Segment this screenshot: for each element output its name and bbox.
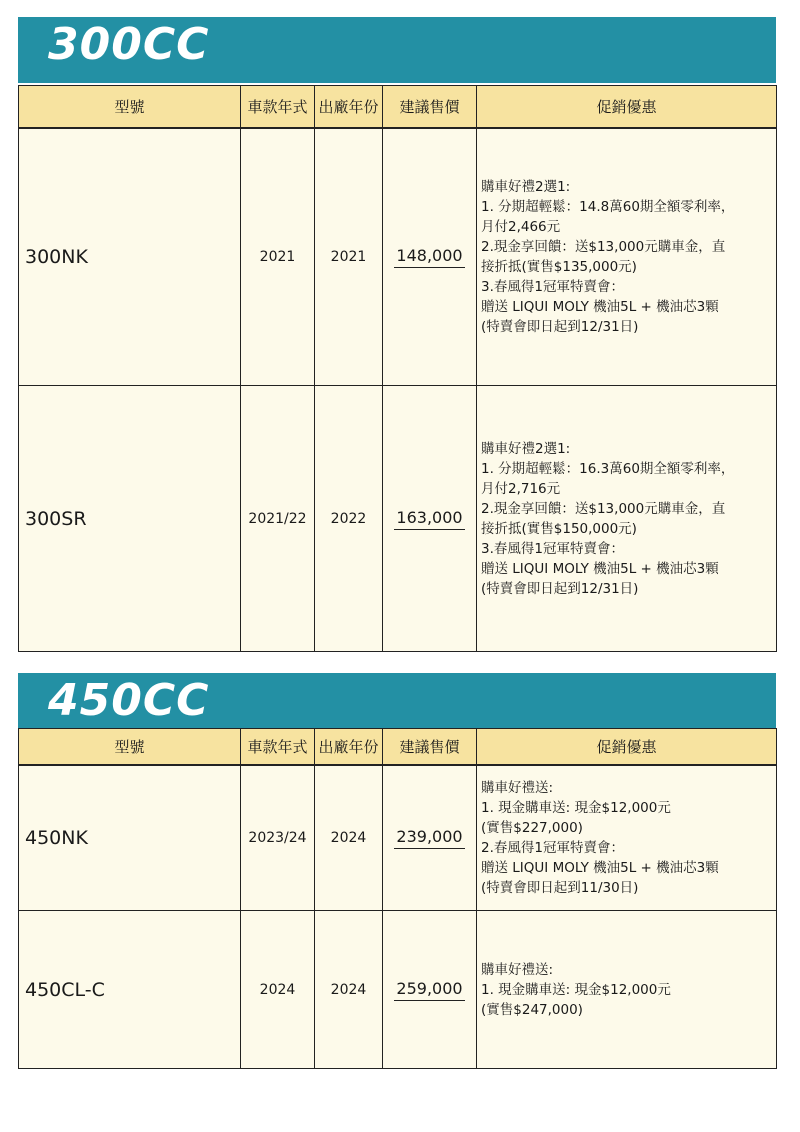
promo-line: 1. 分期超輕鬆：16.3萬60期全額零利率， <box>481 460 735 477</box>
promo-line: (實售$227,000) <box>481 819 583 836</box>
promo-line: 購車好禮送: <box>481 961 554 978</box>
factory-year-cell: 2024 <box>315 911 383 1069</box>
promo-line: (特賣會即日起到12/31日) <box>481 318 639 335</box>
promo-line: 月付2,716元 <box>481 480 561 497</box>
price-cell <box>383 386 477 652</box>
promo-cell <box>477 128 777 386</box>
section-450cc <box>18 673 776 1073</box>
header-model: 型號 <box>19 86 241 128</box>
year-cell: 2021/22 <box>241 386 315 652</box>
table-row <box>19 765 777 911</box>
promo-line: 1. 分期超輕鬆：14.8萬60期全額零利率， <box>481 198 735 215</box>
promo-line: 3.春風得1冠軍特賣會： <box>481 540 624 557</box>
promo-cell <box>477 911 777 1069</box>
table-row <box>19 128 777 386</box>
section-banner <box>18 17 776 83</box>
table-header-row <box>19 729 777 765</box>
header-factory: 出廠年份 <box>315 729 383 765</box>
promo-line: 接折抵(實售$150,000元) <box>481 520 637 537</box>
model-cell: 300NK <box>19 128 241 386</box>
promo-line: 購車好禮2選1: <box>481 440 571 457</box>
section-300cc <box>18 17 776 653</box>
model-cell: 300SR <box>19 386 241 652</box>
promo-line: 接折抵(實售$135,000元) <box>481 258 637 275</box>
price-value: 163,000 <box>394 508 464 530</box>
model-cell: 450NK <box>19 765 241 911</box>
promo-cell <box>477 386 777 652</box>
header-factory: 出廠年份 <box>315 86 383 128</box>
header-model: 型號 <box>19 729 241 765</box>
promo-line: 贈送 LIQUI MOLY 機油5L + 機油芯3顆 <box>481 298 719 315</box>
table-row <box>19 911 777 1069</box>
price-table <box>18 85 777 652</box>
price-cell <box>383 911 477 1069</box>
header-year: 車款年式 <box>241 86 315 128</box>
table-row <box>19 386 777 652</box>
promo-line: (特賣會即日起到11/30日) <box>481 879 639 896</box>
section-title: 300CC <box>48 19 210 70</box>
price-value: 259,000 <box>394 979 464 1001</box>
promo-line: 月付2,466元 <box>481 218 561 235</box>
factory-year-cell: 2024 <box>315 765 383 911</box>
model-cell: 450CL-C <box>19 911 241 1069</box>
price-cell <box>383 765 477 911</box>
promo-line: 3.春風得1冠軍特賣會： <box>481 278 624 295</box>
price-value: 239,000 <box>394 827 464 849</box>
header-price: 建議售價 <box>383 86 477 128</box>
price-table <box>18 728 777 1069</box>
promo-line: 1. 現金購車送: 現金$12,000元 <box>481 799 671 816</box>
promo-line: (實售$247,000) <box>481 1001 583 1018</box>
section-title: 450CC <box>48 675 210 726</box>
promo-cell <box>477 765 777 911</box>
year-cell: 2023/24 <box>241 765 315 911</box>
header-promo: 促銷優惠 <box>477 86 777 128</box>
promo-line: 贈送 LIQUI MOLY 機油5L + 機油芯3顆 <box>481 859 719 876</box>
promo-line: 購車好禮送: <box>481 779 554 796</box>
promo-line: 2.現金享回饋：送$13,000元購車金，直 <box>481 500 726 517</box>
promo-line: 贈送 LIQUI MOLY 機油5L + 機油芯3顆 <box>481 560 719 577</box>
promo-line: (特賣會即日起到12/31日) <box>481 580 639 597</box>
factory-year-cell: 2022 <box>315 386 383 652</box>
header-price: 建議售價 <box>383 729 477 765</box>
header-year: 車款年式 <box>241 729 315 765</box>
header-promo: 促銷優惠 <box>477 729 777 765</box>
year-cell: 2024 <box>241 911 315 1069</box>
promo-line: 1. 現金購車送: 現金$12,000元 <box>481 981 671 998</box>
price-cell <box>383 128 477 386</box>
promo-line: 2.現金享回饋：送$13,000元購車金，直 <box>481 238 726 255</box>
promo-line: 購車好禮2選1: <box>481 178 571 195</box>
table-header-row <box>19 86 777 128</box>
factory-year-cell: 2021 <box>315 128 383 386</box>
year-cell: 2021 <box>241 128 315 386</box>
promo-line: 2.春風得1冠軍特賣會： <box>481 839 624 856</box>
price-value: 148,000 <box>394 246 464 268</box>
